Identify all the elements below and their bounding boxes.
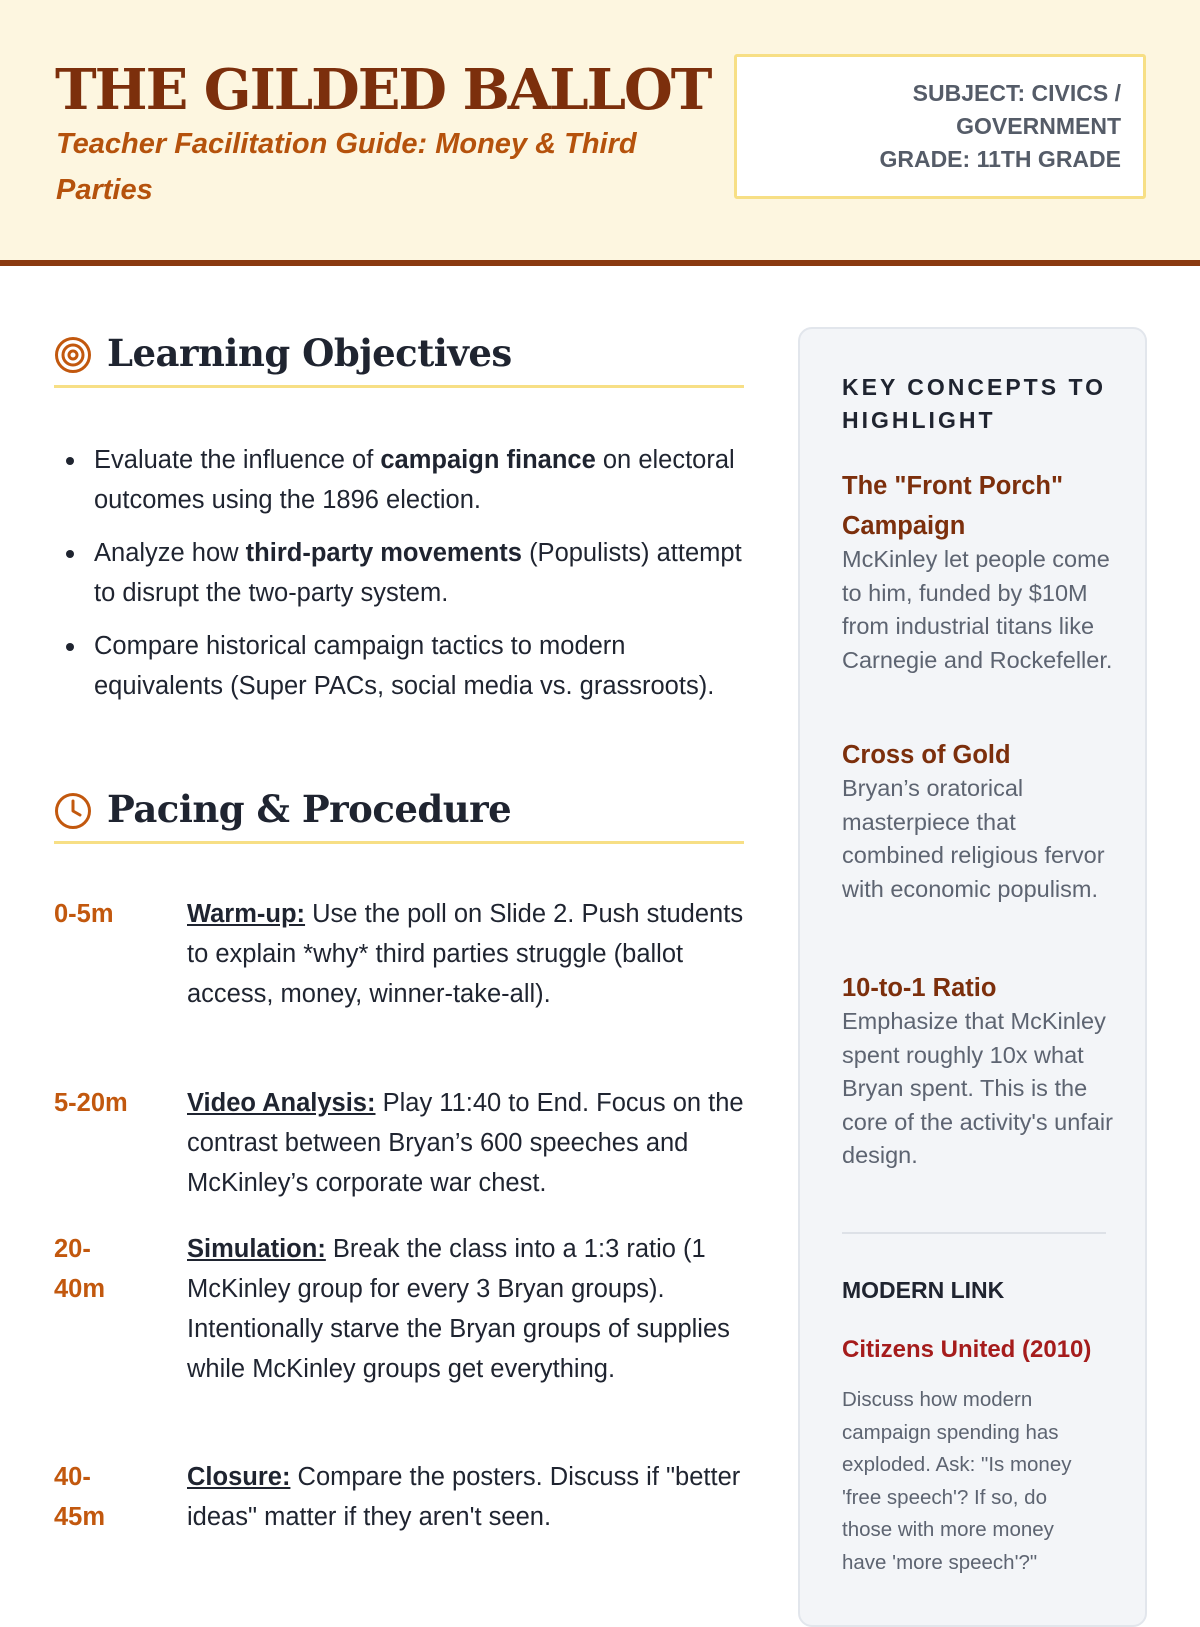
list-item: Compare historical campaign tactics to modern equivalents (Super PACs, social media vs. grassroots). (64, 626, 744, 706)
pacing-description: Video Analysis: Play 11:40 to End. Focus on the contrast between Bryan’s 600 speeches and McKinley’s corporate war chest. (187, 1089, 744, 1197)
concept-title: 10-to-1 Ratio (842, 974, 997, 1002)
page-title: THE GILDED BALLOT (55, 57, 711, 123)
meta-box (734, 54, 1146, 199)
pacing-description: Simulation: Break the class into a 1:3 ratio (1 McKinley group for every 3 Bryan groups). Intentionally starve the Bryan groups of supplies while McKinley groups get everything. (187, 1235, 730, 1383)
modern-link-text: Discuss how modern campaign spending has exploded. Ask: "Is money 'free speech'? If so, do those with more money have 'more speech'?" (842, 1388, 1072, 1574)
key-concepts-sidebar (798, 327, 1147, 1627)
pacing-time: 0-5m (54, 900, 114, 928)
sidebar-divider (842, 1232, 1106, 1234)
pacing-heading: Pacing & Procedure (107, 787, 512, 831)
subject-label: SUBJECT: CIVICS / GOVERNMENT (912, 80, 1121, 139)
modern-link-case: Citizens United (2010) (842, 1336, 1092, 1363)
objectives-header (54, 326, 744, 388)
grade-label: GRADE: 11TH GRADE (879, 146, 1121, 172)
list-item: Evaluate the influence of campaign finance on electoral outcomes using the 1896 election. (64, 440, 744, 520)
concept-title: Cross of Gold (842, 741, 1011, 769)
target-icon (54, 336, 92, 374)
list-item: Analyze how third-party movements (Populists) attempt to disrupt the two-party system. (64, 533, 744, 613)
pacing-time: 40-45m (54, 1463, 106, 1531)
concept-title: The "Front Porch" Campaign (842, 472, 1064, 540)
concept-text: McKinley let people come to him, funded by $10M from industrial titans like Carnegie and Rockefeller. (842, 546, 1113, 673)
pacing-description: Closure: Compare the posters. Discuss if "better ideas" matter if they aren't seen. (187, 1463, 741, 1531)
sidebar-title: KEY CONCEPTS TO HIGHLIGHT (842, 374, 1106, 433)
concept-card (842, 466, 1122, 677)
clock-icon (54, 792, 92, 830)
pacing-time: 5-20m (54, 1089, 128, 1117)
modern-link-label: MODERN LINK (842, 1277, 1005, 1303)
page-header (0, 0, 1200, 266)
page-subtitle: Teacher Facilitation Guide: Money & Third Parties (56, 128, 637, 206)
objectives-list (64, 440, 744, 719)
pacing-header (54, 782, 744, 844)
pacing-time: 20-40m (54, 1235, 106, 1303)
concept-card (842, 735, 1122, 906)
pacing-description: Warm-up: Use the poll on Slide 2. Push students to explain *why* third parties struggle (ballot access, money, winner-take-all). (187, 900, 744, 1008)
concept-text: Bryan’s oratorical masterpiece that combined religious fervor with economic populism. (842, 775, 1105, 902)
concept-card (842, 968, 1122, 1173)
concept-text: Emphasize that McKinley spent roughly 10x what Bryan spent. This is the core of the activity's unfair design. (842, 1008, 1113, 1168)
objectives-heading: Learning Objectives (107, 331, 512, 375)
